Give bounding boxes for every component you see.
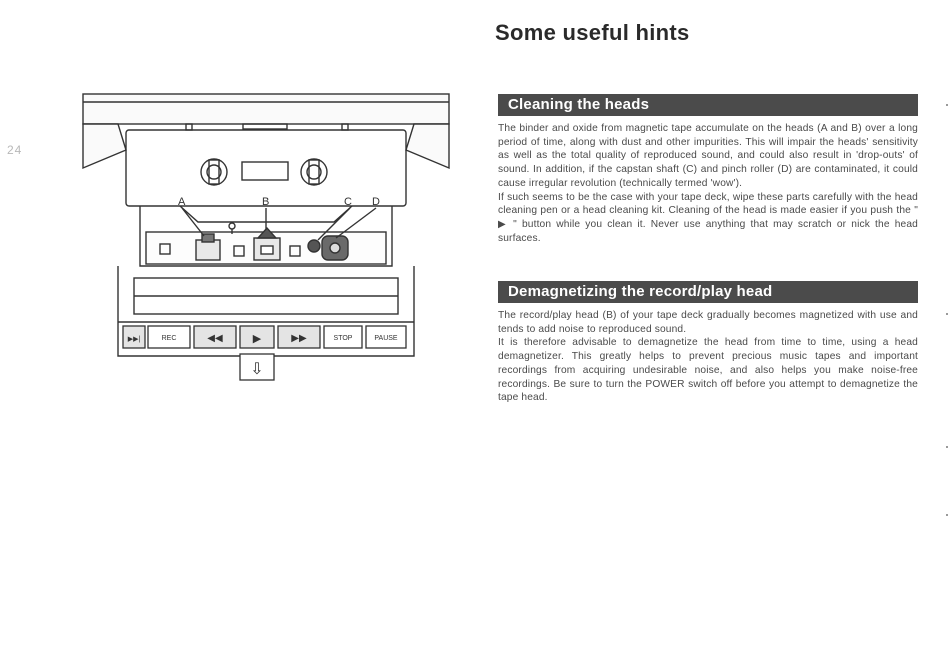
demag-paragraph-1: The record/play head (B) of your tape deck gradually becomes magnetized with use and tends to add noise to reproduced sound. [498, 310, 918, 335]
margin-mark [946, 446, 948, 448]
button-end-label: ▶▶| [127, 336, 141, 343]
left-reel [201, 159, 227, 185]
counter-window [242, 162, 288, 180]
cleaning-paragraph-1: The binder and oxide from magnetic tape accumulate on the heads (A and B) over a long period of time, along with dust and other impurities. This will impair the heads' sensitivity as well as the total quality of reproduced sound, and could also result in 'drop-outs' of sound. In addition, if the capstan shaft (C) and pinch roller (D) are contaminated, it could cause irregular revolution (technically termed 'wow'). [498, 123, 918, 189]
cassette-lid [83, 94, 449, 124]
button-ffwd-label: ▶▶ [291, 333, 307, 344]
section-heading-demagnetizing: Demagnetizing the record/play head [498, 281, 918, 303]
tape-deck-illustration [78, 88, 454, 388]
section-demagnetizing [498, 281, 918, 405]
left-flap [83, 124, 126, 168]
margin-mark [946, 104, 948, 106]
cassette-window [126, 130, 406, 206]
figure-label-d: D [372, 196, 380, 208]
button-pause-label: PAUSE [374, 335, 398, 342]
button-stop-label: STOP [333, 335, 353, 342]
figure-label-c: C [344, 196, 352, 208]
margin-mark [946, 514, 948, 516]
button-play-label: ▶ [252, 333, 262, 345]
right-flap [406, 124, 449, 168]
demag-paragraph-2: It is therefore advisable to demagnetize the head from time to time, using a head demagnetizer. This greatly helps to prevent precious music tapes and important recordings from acquiring undesirable noise, and also helps you make noise-free recordings. Be sure to turn the POWER switch off before you attempt to demagnetize the tape head. [498, 337, 918, 404]
eject-arrow-icon: ⇩ [250, 361, 264, 378]
page-title: Some useful hints [495, 20, 690, 45]
figure-label-a: A [178, 196, 186, 208]
button-rec-label: REC [161, 335, 177, 342]
section-heading-cleaning: Cleaning the heads [498, 94, 918, 116]
capstan-c [308, 240, 320, 252]
page-number: 24 [7, 143, 23, 157]
figure-label-b: B [262, 196, 270, 208]
tape-deck-drawing [78, 88, 454, 388]
margin-mark [946, 313, 948, 315]
button-rewind-label: ◀◀ [207, 333, 223, 344]
right-reel [301, 159, 327, 185]
cleaning-paragraph-2: If such seems to be the case with your tape deck, wipe these parts carefully with the head cleaning pen or a head cleaning kit. Cleaning of the head is made easier if you push the " ▶ " button while you clean it. Never use anything that may scratch or nick the head surfaces. [498, 191, 918, 244]
erase-head-a [196, 240, 220, 260]
section-cleaning-heads [498, 94, 918, 245]
